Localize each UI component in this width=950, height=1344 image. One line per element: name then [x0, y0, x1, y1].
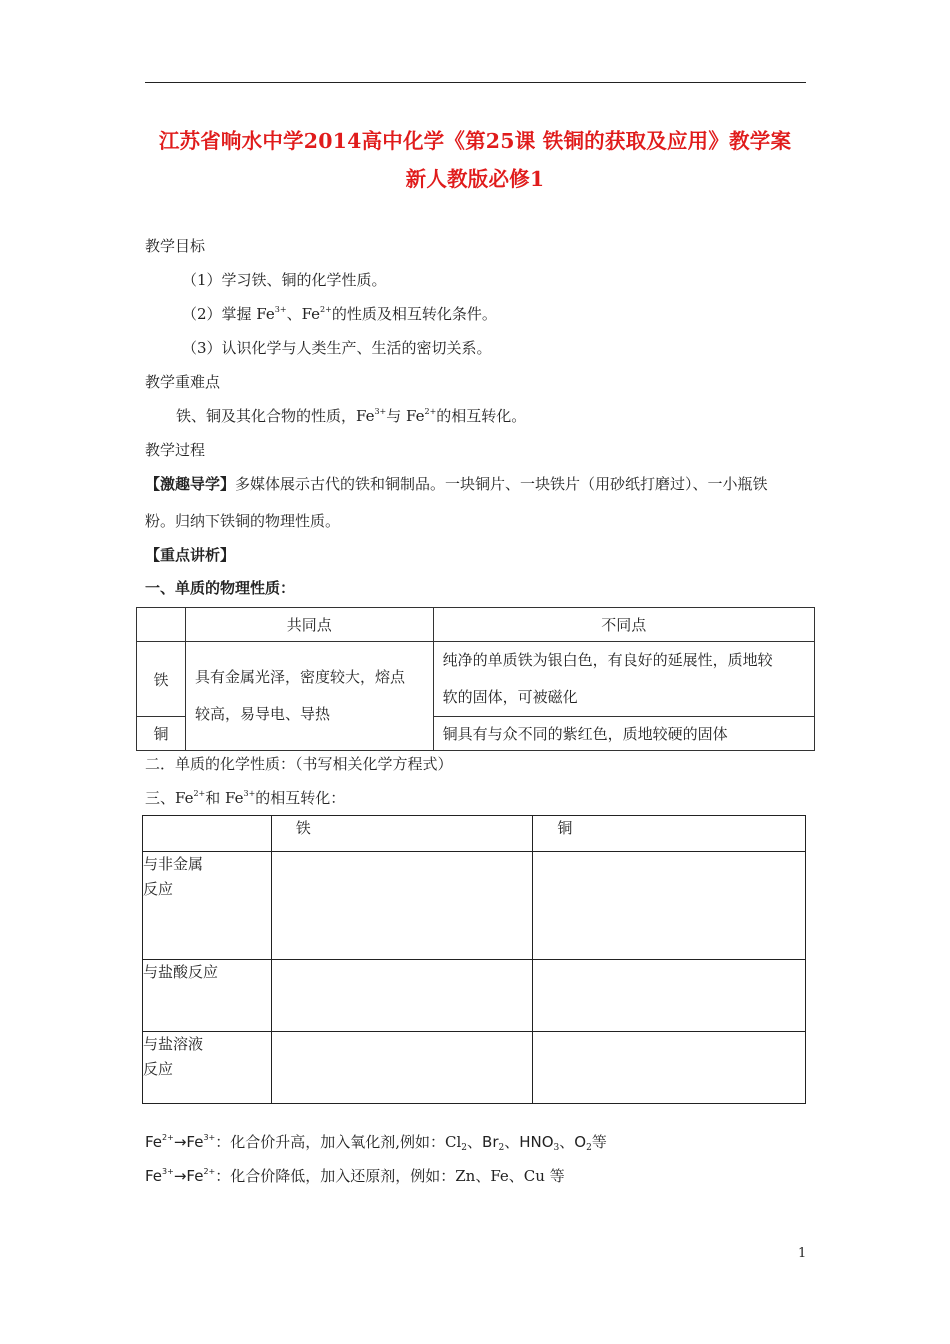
section-1-heading: 一、单质的物理性质：: [145, 579, 296, 597]
chemical-properties-table: [142, 815, 806, 1104]
copper-difference: 铜具有与众不同的紫红色，质地较硬的固体: [433, 717, 814, 751]
key-points-heading: 教学重难点: [145, 373, 221, 391]
cell-copper-salt[interactable]: [533, 1032, 806, 1104]
objective-2: （2）掌握 $Fe^{3+}$、$Fe^{2+}$的性质及相互转化条件。: [182, 305, 497, 323]
process-heading: 教学过程: [145, 441, 206, 459]
objectives-heading: 教学目标: [145, 237, 206, 255]
row-label-copper: 铜: [137, 717, 186, 751]
row-nonmetal: 与非金属 反应: [143, 852, 272, 960]
key-points-text: 铁、铜及其化合物的性质，$Fe^{3+}$与 $Fe^{2+}$的相互转化。: [176, 407, 527, 425]
cell-iron-acid[interactable]: [271, 960, 533, 1032]
cell-copper-nonmetal[interactable]: [533, 852, 806, 960]
header-common: 共同点: [185, 608, 433, 642]
row-hydrochloric-acid: 与盐酸反应: [143, 960, 272, 1032]
focus-tag: 【重点讲析】: [145, 546, 236, 564]
physical-properties-table: [136, 607, 815, 751]
common-properties: 具有金属光泽，密度较大，熔点 较高，易导电、导热: [185, 642, 433, 751]
document-title-line2: 新人教版必修1: [405, 167, 545, 191]
conversion-line-1: $Fe^{2+}\to Fe^{3+}$：化合价升高，加入氧化剂,例如：$Cl_2$、$Br_2$、$HNO_3$、$O_2$等: [145, 1133, 607, 1153]
header-copper: 铜: [533, 816, 806, 852]
header-iron: 铁: [271, 816, 533, 852]
document-title-line1: 江苏省响水中学2014高中化学《第25课 铁铜的获取及应用》教学案: [158, 129, 792, 153]
header-rule: [145, 82, 806, 83]
header-difference: 不同点: [433, 608, 814, 642]
conversion-line-2: $Fe^{3+}\to Fe^{2+}$：化合价降低，加入还原剂，例如：Zn、Fe、Cu 等: [145, 1167, 565, 1185]
row-salt-solution: 与盐溶液 反应: [143, 1032, 272, 1104]
section-3-heading: 三、$Fe^{2+}$和 $Fe^{3+}$的相互转化：: [145, 789, 346, 807]
cell-copper-acid[interactable]: [533, 960, 806, 1032]
row-label-iron: 铁: [137, 642, 186, 717]
objective-1: （1）学习铁、铜的化学性质。: [182, 271, 387, 289]
section-2-heading: 二．单质的化学性质：（书写相关化学方程式）: [145, 755, 453, 773]
intro-paragraph-line2: 粉。归纳下铁铜的物理性质。: [145, 512, 341, 530]
intro-paragraph-line1: 【激趣导学】多媒体展示古代的铁和铜制品。一块铜片、一块铁片（用砂纸打磨过）、一小瓶铁: [145, 475, 768, 493]
cell-iron-nonmetal[interactable]: [271, 852, 533, 960]
page-number: 1: [798, 1246, 807, 1261]
objective-3: （3）认识化学与人类生产、生活的密切关系。: [182, 339, 492, 357]
intro-tag: 【激趣导学】: [145, 475, 236, 493]
cell-iron-salt[interactable]: [271, 1032, 533, 1104]
iron-difference: 纯净的单质铁为银白色，有良好的延展性，质地较 软的固体，可被磁化: [433, 642, 814, 717]
